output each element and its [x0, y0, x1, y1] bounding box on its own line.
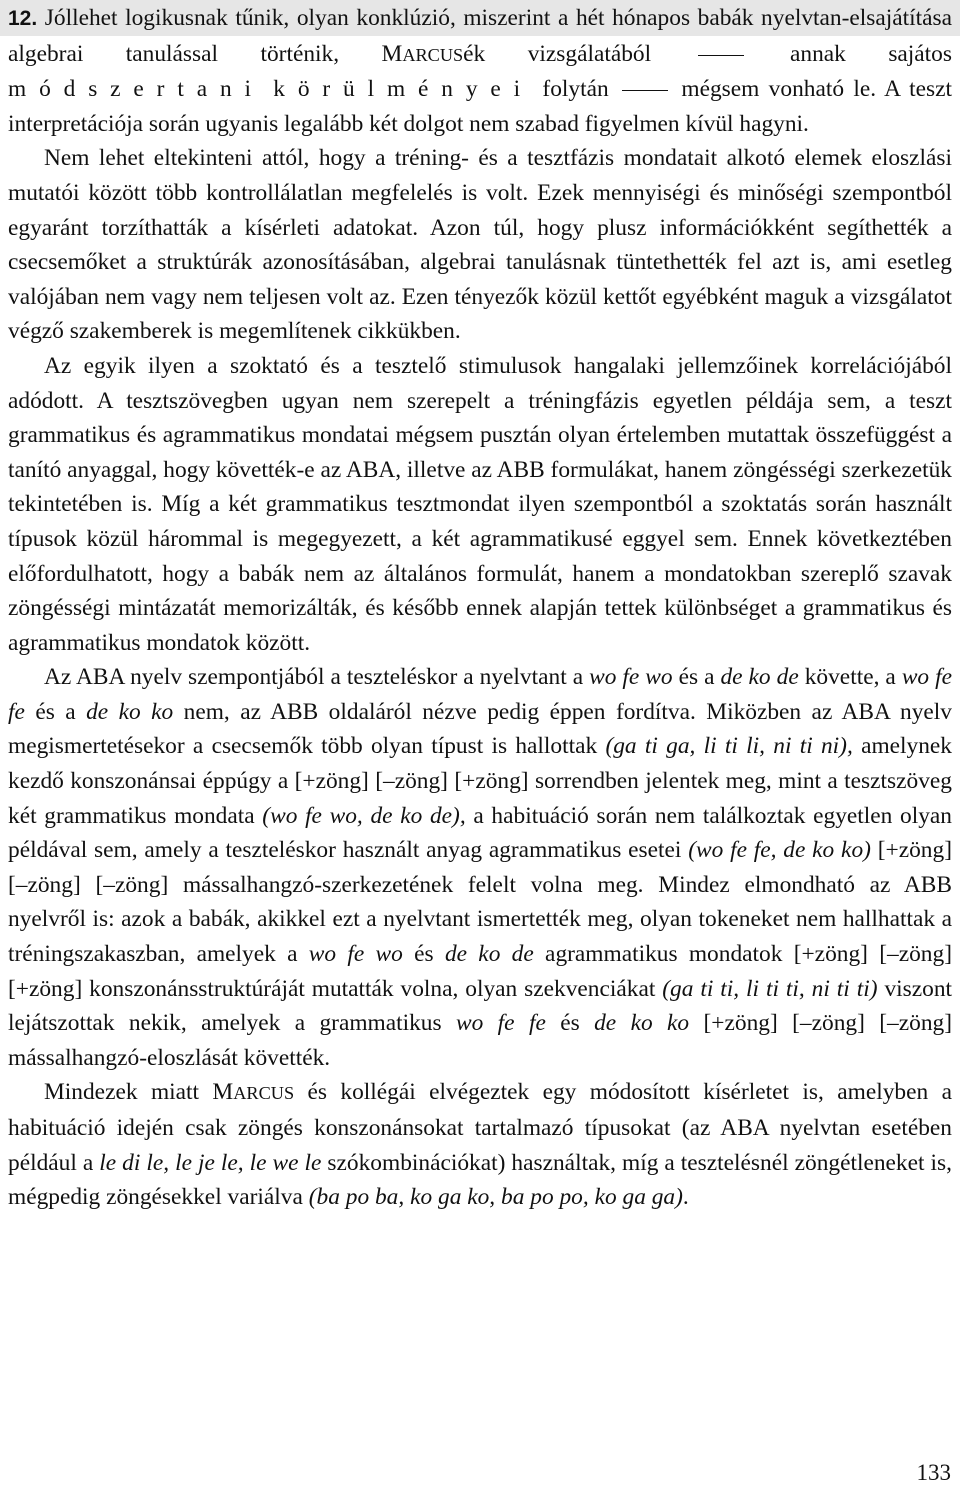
body-text	[8, 0, 952, 1215]
paragraph: Az egyik ilyen a szoktató és a tesztelő stimulusok hangalaki jellemzőinek korrelációjából adódott. A tesztszövegben ugyan nem szerepelt a tréningfázis egyetlen példája sem, a teszt grammatikus és agrammatikus mondatai mégsem pusztán olyan értelemben mutattak összefüggést a tanító anyaggal, hogy követték-e az ABA, illetve az ABB formulákat, hanem zöngésségi szerkezetük tekintetében is. Míg a két grammatikus tesztmondat ilyen szempontból a szoktatás során használt típusok közül hárommal is megegyezett, a két agrammatikusé eggyel sem. Ennek következtében előfordulhatott, hogy a babák nem az általános formulát, hanem a mondatokban szereplő szavak zöngésségi mintázatát memorizálták, és később ennek alapján tettek különbséget a grammatikus és agrammatikus mondatok között.	[8, 352, 952, 656]
em-dash	[622, 90, 668, 91]
spaced-word: körülményei	[273, 76, 534, 103]
paragraph: Az ABA nyelv szempontjából a teszteléskor a nyelvtant a wo fe wo és a de ko de követte, a wo fe fe és a de ko ko nem, az ABB oldaláról nézve pedig éppen fordítva. Miközben az ABA nyelv megismertetésekor a csecsemők több olyan típust is hallottak (ga ti ga, li ti li, ni ti ni), amelynek kezdő konszonánsai éppúgy a [+zöng] [–zöng] [+zöng] sorrendben jelentek meg, mint a tesztszöveg két grammatikus mondata (wo fe wo, de ko de), a habituáció során nem találkoztak egyetlen olyan példával sem, amely a teszteléskor használt anyag agrammatikus esetei (wo fe fe, de ko ko) [+zöng] [–zöng] [–zöng] mássalhangzó-szerkezetének felelt volna meg. Mindez elmondható az ABB nyelvről is: azok a babák, akikkel ezt a nyelvtant ismertették meg, olyan tokeneket nem hallhattak a tréningszakaszban, amelyek a wo fe wo és de ko de agrammatikus mondatok [+zöng] [–zöng] [+zöng] konszonánsstruktúráját mutatták volna, olyan szekvenciákat (ga ti ti, li ti ti, ni ti ti) viszont lejátszottak nekik, amelyek a grammatikus wo fe fe és de ko ko [+zöng] [–zöng] [–zöng] mássalhangzó-eloszlását követték.	[8, 664, 953, 1071]
section-number: 12.	[8, 7, 38, 30]
paragraph-12: 12. Jóllehet logikusnak tűnik, olyan konklúzió, miszerint a hét hónapos babák nyelvtan-elsajátítása algebrai tanulással történik, MARCUSék vizsgálatából annak sajátos módszertani körülményei folytán mégsem vonható le. A teszt interpretációja során ugyanis legalább két dolgot nem szabad figyelmen kívül hagyni.	[8, 5, 952, 137]
em-dash	[698, 55, 744, 56]
page-number: 133	[916, 1460, 951, 1485]
spaced-word: módszertani	[8, 76, 264, 103]
paragraph: Nem lehet eltekinteni attól, hogy a tréning- és a tesztfázis mondatait alkotó elemek eloszlási mutatói között több kontrollálatlan megfelelés is volt. Ezek mennyiségi és minőségi szempontból egyaránt torzíthatták a kísérleti adatokat. Azon túl, hogy plusz információkként segíthették a csecsemőket a struktúrák azonosításában, algebrai tanulásnak tüntethették fel azt is, ami esetleg valójában nem vagy nem teljesen volt az. Ezen tényezők közül kettőt egyébként maguk a vizsgálatot végző szakemberek is megemlítenek cikkükben.	[8, 145, 952, 345]
paragraph: Mindezek miatt MARCUS és kollégái elvégeztek egy módosított kísérletet is, amelyben a habituáció idején csak zöngés konszonánsokat tartalmazó típusokat (az ABA nyelvtan esetében például a le di le, le je le, le we le szókombinációkat) használtak, míg a tesztelésnél zöngétleneket is, mégpedig zöngésekkel variálva (ba po ba, ko ga ko, ba po po, ko ga ga).	[8, 1079, 952, 1211]
